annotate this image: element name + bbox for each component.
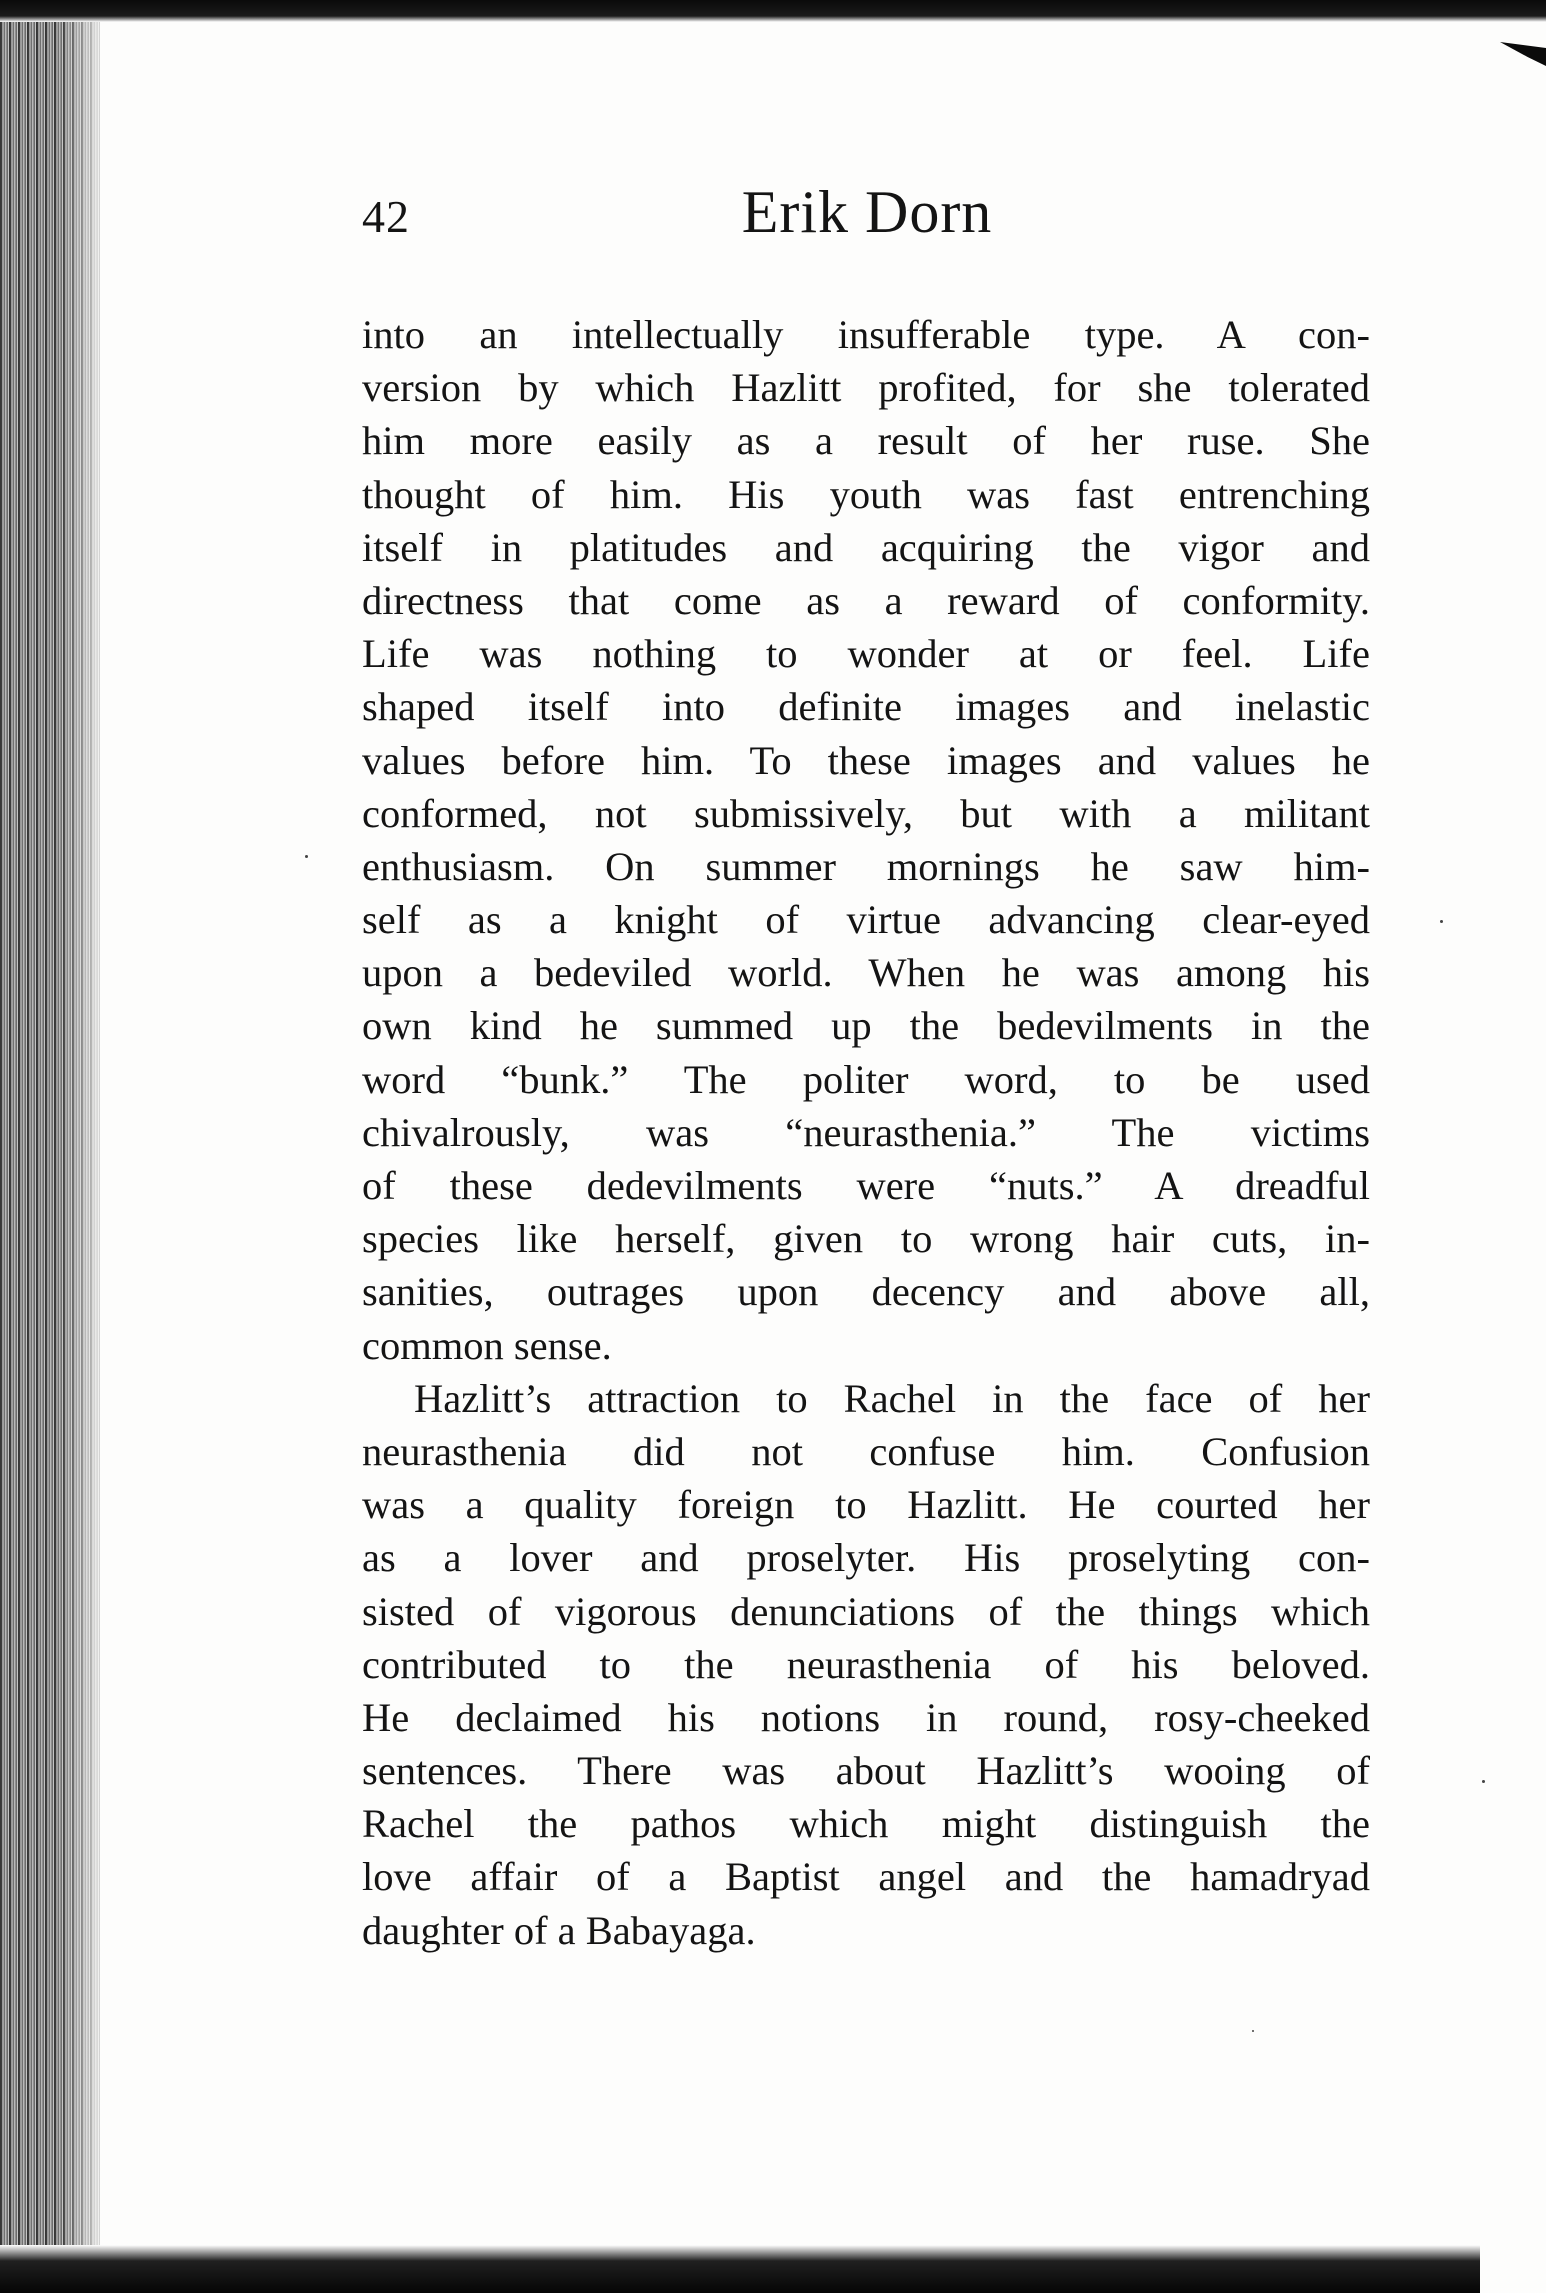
text-line: He declaimed his notions in round, rosy-cheeked <box>362 1694 1370 1740</box>
paragraph <box>362 308 1370 1372</box>
text-line: itself in platitudes and acquiring the vigor and <box>362 524 1370 570</box>
text-line: Hazlitt’s attraction to Rachel in the face of her <box>414 1375 1370 1421</box>
text-line: contributed to the neurasthenia of his beloved. <box>362 1641 1370 1687</box>
text-line: as a lover and proselyter. His proselyting con- <box>362 1535 1370 1581</box>
text-line: thought of him. His youth was fast entrenching <box>362 471 1370 517</box>
scan-corner-mark <box>1500 36 1546 66</box>
page-header <box>362 178 1372 258</box>
text-line: sanities, outrages upon decency and above all, <box>362 1269 1370 1315</box>
scan-top-edge <box>0 0 1546 22</box>
text-line: neurasthenia did not confuse him. Confusion <box>362 1428 1370 1474</box>
text-line: conformed, not submissively, but with a militant <box>362 790 1370 836</box>
running-title: Erik Dorn <box>741 179 993 245</box>
text-line: word “bunk.” The politer word, to be used <box>362 1056 1370 1102</box>
paragraph <box>362 1372 1370 1957</box>
text-line: self as a knight of virtue advancing clear-eyed <box>362 897 1370 943</box>
text-line: sentences. There was about Hazlitt’s wooing of <box>362 1748 1370 1794</box>
text-line: common sense. <box>362 1322 612 1368</box>
text-line: version by which Hazlitt profited, for she tolerated <box>362 365 1370 411</box>
text-line: directness that come as a reward of conformity. <box>362 577 1370 623</box>
text-line: was a quality foreign to Hazlitt. He courted her <box>362 1482 1370 1528</box>
text-line: him more easily as a result of her ruse. She <box>362 418 1370 464</box>
spine-shadow <box>60 22 110 2293</box>
text-line: chivalrously, was “neurasthenia.” The victims <box>362 1109 1370 1155</box>
text-line: upon a bedeviled world. When he was among his <box>362 950 1370 996</box>
text-line: into an intellectually insufferable type. A con- <box>362 312 1370 357</box>
scan-bottom-edge <box>0 2245 1480 2293</box>
text-line: Rachel the pathos which might distinguish the <box>362 1801 1370 1847</box>
text-line: values before him. To these images and values he <box>362 737 1370 783</box>
text-line: of these dedevilments were “nuts.” A dreadful <box>362 1163 1370 1208</box>
text-line: shaped itself into definite images and inelastic <box>362 684 1370 730</box>
dust-speck <box>1482 1780 1485 1783</box>
text-line: sisted of vigorous denunciations of the things which <box>362 1588 1370 1634</box>
text-line: love affair of a Baptist angel and the hamadryad <box>362 1854 1370 1900</box>
dust-speck <box>1440 920 1443 923</box>
dust-speck <box>1252 2030 1254 2032</box>
text-line: enthusiasm. On summer mornings he saw him- <box>362 843 1370 889</box>
text-line: Life was nothing to wonder at or feel. Life <box>362 631 1370 677</box>
text-line: daughter of a Babayaga. <box>362 1907 756 1953</box>
page-number: 42 <box>362 191 410 242</box>
text-line: own kind he summed up the bedevilments in the <box>362 1003 1370 1049</box>
dust-speck <box>305 855 308 858</box>
body-text <box>362 308 1370 1957</box>
text-line: species like herself, given to wrong hair cuts, in- <box>362 1216 1370 1262</box>
